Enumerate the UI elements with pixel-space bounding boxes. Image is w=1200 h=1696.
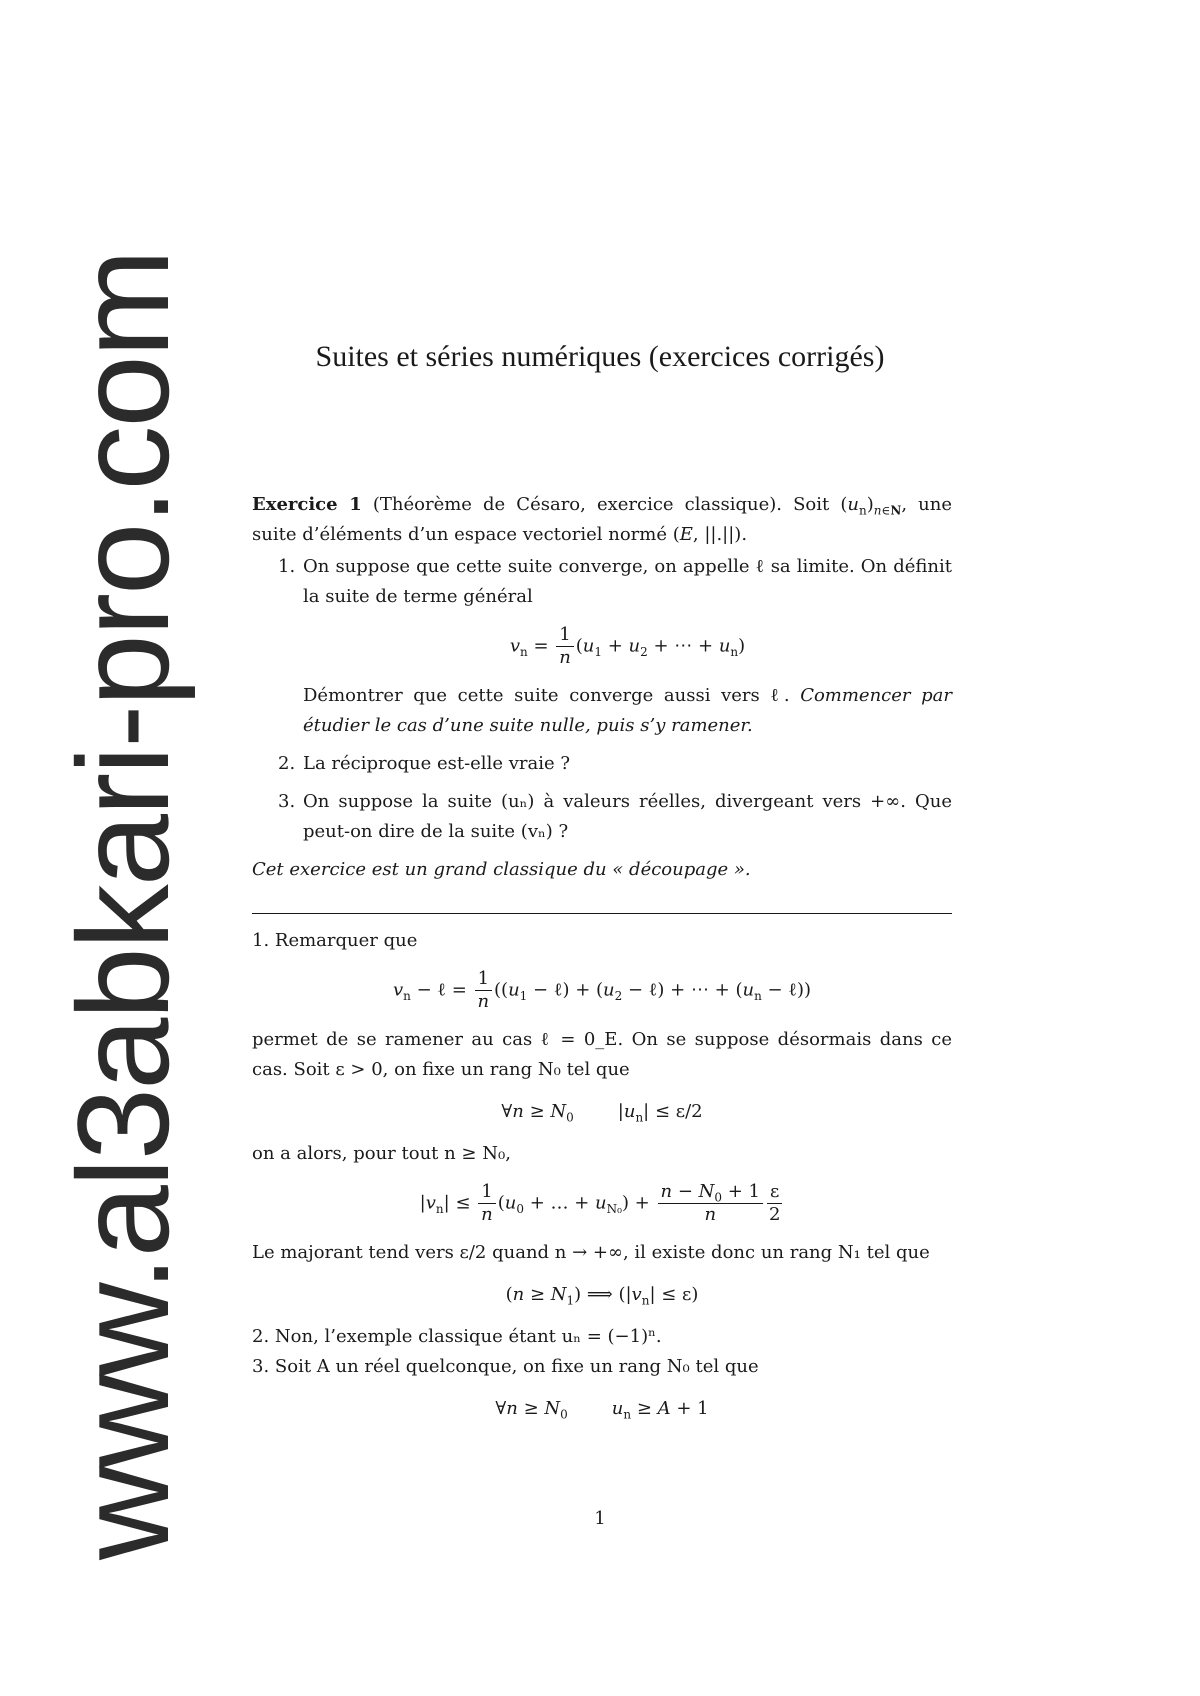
document-body: [252, 490, 952, 1436]
list-item: 1. On suppose que cette suite converge, on appelle ℓ sa limite. On définit la suite de terme général $v_n$ = $\frac{1}{n}$ ($u_1 + u_2$ + ⋯ + $u_n$) Démontrer que cette suite converge aussi vers ℓ. Commencer par étudier le cas d’une suite nulle, puis s’y ramener.: [252, 552, 952, 741]
exercise-intro-end: , une suite d’éléments d’un espace vectoriel normé: [252, 494, 952, 545]
page-title: Suites et séries numériques (exercices corrigés): [315, 340, 885, 373]
question-text: Démontrer que cette suite converge aussi vers ℓ.: [303, 685, 790, 706]
solution-paragraph: 2. Non, l’exemple classique étant uₙ = (−1)ⁿ.: [252, 1326, 662, 1347]
solution-paragraph: 3. Soit A un réel quelconque, on fixe un rang N₀ tel que: [252, 1356, 759, 1377]
solution-paragraph: 1. Remarquer que: [252, 930, 418, 951]
separator-rule: [252, 913, 952, 914]
formula-bound: $|v_n|$ ≤ $\frac{1}{n}$ ($u_0$ + … + $u_{N_0}$) + $\frac{n - N_0 + 1}{n}$ $\frac{\varepsilon}{2}$: [419, 1181, 781, 1225]
formula-vn: $v_n$ = $\frac{1}{n}$ ($u_1 + u_2$ + ⋯ + $u_n$): [509, 624, 746, 668]
question-text: On suppose la suite (uₙ) à valeurs réelles, divergeant vers +∞. Que peut-on dire de la suite (vₙ) ?: [303, 791, 952, 842]
question-text: On suppose que cette suite converge, on appelle ℓ sa limite. On définit la suite de terme général: [303, 556, 952, 607]
list-item: 2. La réciproque est-elle vraie ?: [252, 749, 952, 779]
watermark-text: www.al3abkari-pro.com: [50, 250, 196, 1560]
formula-rank-condition: ∀n ≥ $N_0$ $|u_n| \le \varepsilon/2$: [501, 1101, 703, 1125]
exercise-subtitle: (Théorème de Césaro, exercice classique).: [372, 494, 782, 515]
question-hint: Commencer par étudier le cas d’une suite nulle, puis s’y ramener.: [303, 685, 952, 736]
page-number: 1: [594, 1508, 606, 1529]
question-text: La réciproque est-elle vraie ?: [303, 753, 570, 774]
exercise-intro-start: Soit: [793, 494, 830, 515]
formula-decomposition: $v_n$ − ℓ = $\frac{1}{n}$ (($u_1$ − ℓ) + ($u_2$ − ℓ) + ⋯ + ($u_n$ − ℓ)): [392, 968, 812, 1012]
formula-conclusion: $(n \ge N_1)$ ⟹ $(|v_n| \le \varepsilon)$: [505, 1284, 699, 1308]
question-list: [252, 552, 952, 847]
solution-paragraph: on a alors, pour tout n ≥ N₀,: [252, 1143, 511, 1164]
solution-paragraph: permet de se ramener au cas ℓ = 0_E. On se suppose désormais dans ce cas. Soit ε > 0, on fixe un rang N₀ tel que: [252, 1029, 952, 1080]
formula-divergence: ∀n ≥ $N_0$ $u_n \ge A + 1$: [495, 1398, 709, 1422]
exercise-heading: Exercice 1: [252, 494, 362, 515]
solution-paragraph: Le majorant tend vers ε/2 quand n → +∞, il existe donc un rang N₁ tel que: [252, 1242, 930, 1263]
exercise-statement: Exercice 1 (Théorème de Césaro, exercice classique). Soit $(u_n)_{n\in N}$, une suite d’éléments d’un espace vectoriel normé (E, ||.||).: [252, 494, 952, 545]
exercise-note: Cet exercice est un grand classique du « découpage ».: [252, 859, 751, 880]
list-item: 3. On suppose la suite (uₙ) à valeurs réelles, divergeant vers +∞. Que peut-on dire de la suite (vₙ) ?: [252, 787, 952, 847]
